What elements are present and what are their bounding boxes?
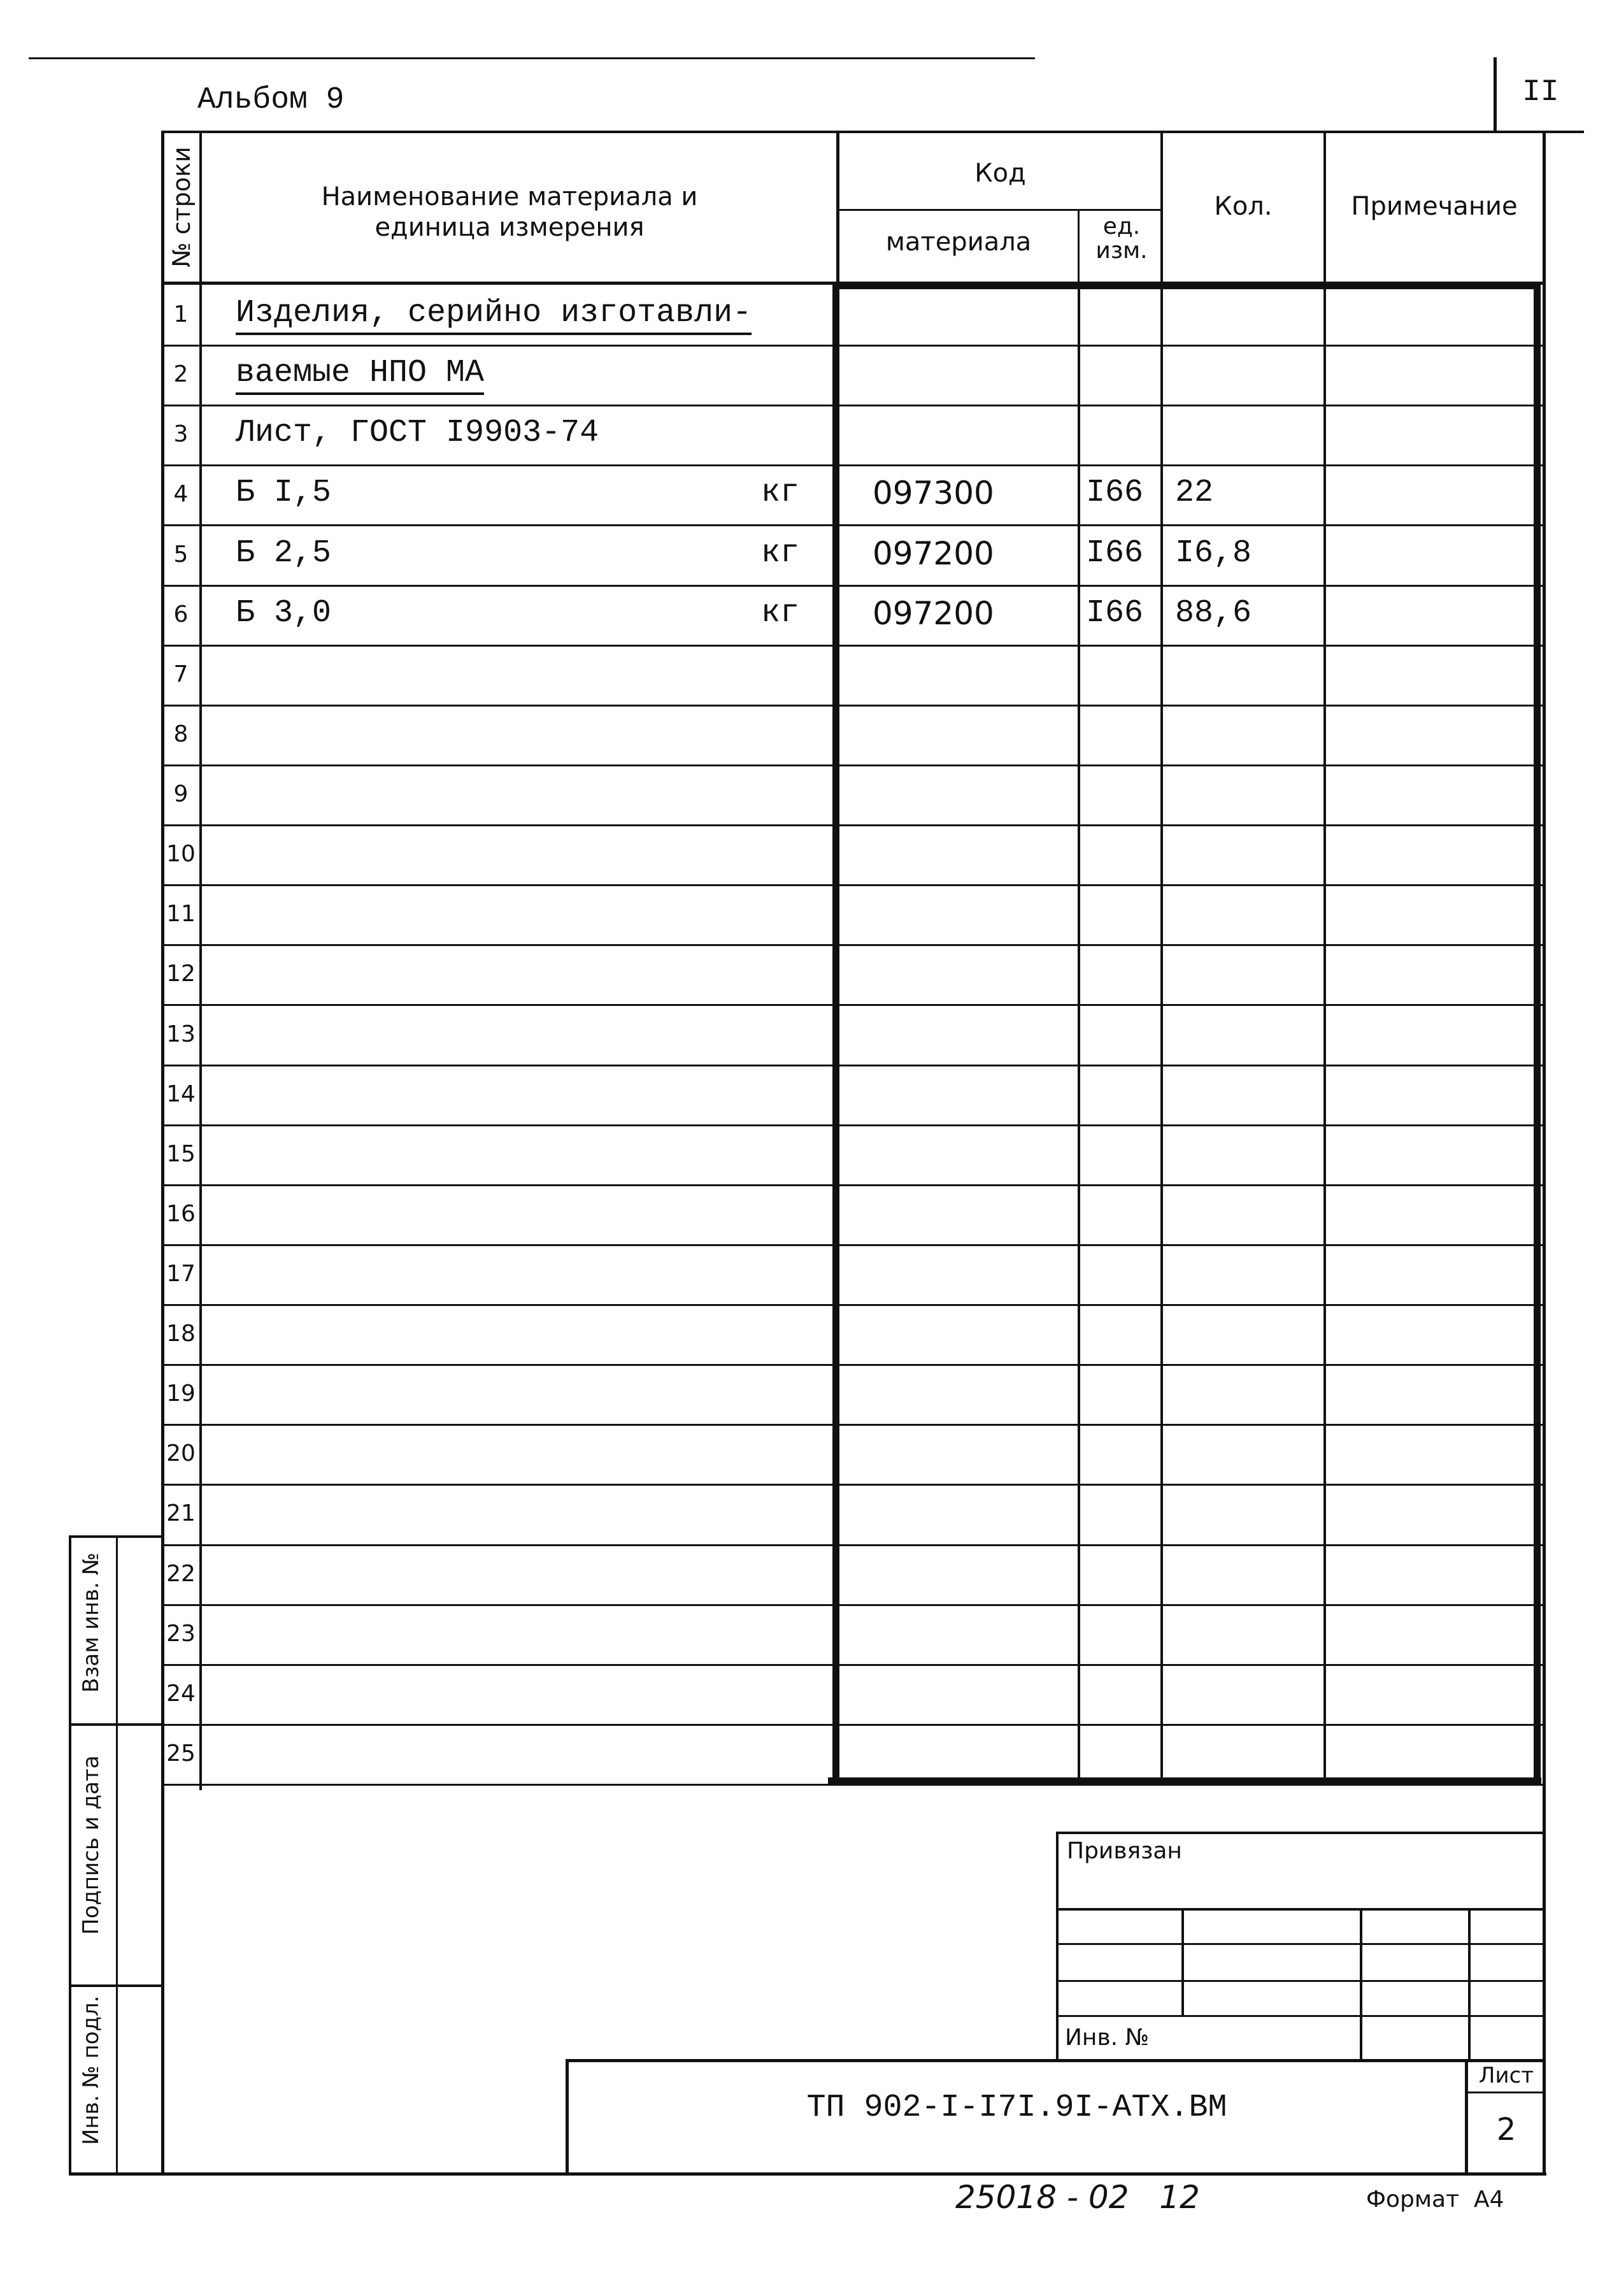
body-thick-left [832, 283, 839, 1784]
row-number: 9 [173, 781, 189, 807]
sheet-number: 2 [1496, 2112, 1516, 2148]
page-number-divider [1494, 57, 1497, 131]
table-right-line [1543, 131, 1546, 2176]
note-col-line [1323, 283, 1326, 1781]
privyazan-col-2 [1360, 1908, 1362, 2061]
row-line [162, 1304, 1544, 1306]
privyazan-grid-4 [1057, 2015, 1544, 2017]
row-number: 6 [173, 601, 189, 628]
privyazan-col-1 [1181, 1908, 1184, 2016]
inv-no-label: Инв. № [1065, 2025, 1150, 2051]
row-unit-code: I66 [1086, 475, 1144, 511]
stamp-left-line [69, 1535, 71, 2176]
privyazan-label: Привязан [1067, 1838, 1182, 1864]
row-number: 8 [173, 721, 189, 747]
row-line [162, 1424, 1544, 1426]
row-number: 14 [166, 1081, 196, 1107]
handwritten-number: 25018 - 02 12 [955, 2179, 1200, 2216]
code-sub-line [836, 209, 1161, 211]
body-thick-right [1534, 283, 1541, 1784]
inv-podl-label: Инв. № подл. [78, 1995, 104, 2145]
rownum-col-line [199, 131, 202, 1790]
sheet-label: Лист [1478, 2063, 1534, 2088]
row-line [162, 705, 1544, 707]
row-number: 13 [166, 1021, 196, 1047]
privyazan-grid-1 [1057, 1908, 1544, 1911]
album-label: Альбом 9 [197, 83, 345, 117]
row-line [162, 944, 1544, 946]
privyazan-top-line [1057, 1832, 1544, 1834]
row-number: 20 [166, 1440, 196, 1467]
row-number: 3 [173, 421, 189, 447]
row-number: 15 [166, 1141, 196, 1167]
row-material-name: Изделия, серийно изготавли- [236, 294, 752, 335]
row-quantity: I6,8 [1175, 535, 1252, 571]
row-material-name: Б 3,0 [236, 595, 332, 631]
row-number: 18 [166, 1321, 196, 1347]
row-line [162, 1065, 1544, 1066]
format-label: Формат А4 [1366, 2186, 1504, 2213]
row-line [162, 1364, 1544, 1366]
row-material-code: 097300 [873, 475, 994, 512]
row-number: 5 [173, 542, 189, 568]
row-unit-text: кг [761, 595, 800, 631]
body-thick-top [832, 283, 1541, 289]
vzam-inv-label: Взам инв. № [78, 1552, 104, 1693]
note-header: Примечание [1351, 192, 1518, 221]
privyazan-grid-2 [1057, 1943, 1544, 1945]
row-number: 7 [173, 661, 189, 687]
row-line [162, 405, 1544, 406]
row-number: 1 [173, 301, 189, 327]
privyazan-grid-3 [1057, 1980, 1544, 1982]
row-number: 21 [166, 1500, 196, 1526]
row-line [162, 1544, 1544, 1546]
row-material-name: Б I,5 [236, 475, 332, 511]
row-line [162, 464, 1544, 466]
row-line [162, 824, 1544, 826]
qty-header: Кол. [1214, 192, 1273, 221]
row-number: 17 [166, 1261, 196, 1287]
row-material-name: Б 2,5 [236, 535, 332, 571]
stamp-mid-line [116, 1535, 118, 2176]
material-code-header: материала [885, 227, 1032, 257]
row-line [162, 1244, 1544, 1246]
row-line [162, 1604, 1544, 1606]
row-number-header: № строки [168, 147, 196, 268]
unit-col-line [1078, 283, 1080, 1781]
top-rule [29, 57, 1035, 59]
row-material-code: 097200 [873, 595, 994, 632]
podpis-data-label: Подпись и дата [78, 1755, 104, 1935]
page-bottom-line [69, 2172, 1546, 2176]
privyazan-col-3 [1468, 1908, 1471, 2061]
row-material-code: 097200 [873, 535, 994, 572]
row-number: 16 [166, 1201, 196, 1227]
row-quantity: 22 [1175, 475, 1214, 511]
row-line [162, 764, 1544, 766]
row-number: 10 [166, 841, 196, 867]
row-line [162, 1184, 1544, 1186]
row-unit-code: I66 [1086, 595, 1144, 631]
row-number: 25 [166, 1740, 196, 1767]
row-unit-text: кг [761, 535, 800, 571]
row-number: 4 [173, 481, 189, 507]
row-line [162, 1724, 1544, 1726]
row-line [162, 345, 1544, 347]
row-line [162, 1484, 1544, 1486]
below-table-line [162, 1784, 1544, 1786]
designation-top-line [567, 2059, 1544, 2062]
page-roman-number: II [1522, 75, 1559, 110]
row-line [162, 1004, 1544, 1006]
row-number: 23 [166, 1621, 196, 1647]
row-line [162, 1664, 1544, 1666]
row-line [162, 645, 1544, 647]
name-header: Наименование материала и единица измерения [321, 182, 698, 242]
code-header: Код [974, 159, 1026, 188]
document-designation: ТП 902-I-I7I.9I-АТХ.ВМ [806, 2090, 1227, 2126]
row-quantity: 88,6 [1175, 595, 1252, 631]
row-number: 24 [166, 1681, 196, 1707]
row-line [162, 1124, 1544, 1126]
row-line [162, 585, 1544, 587]
sheet-label-line [1465, 2092, 1544, 2093]
row-unit-text: кг [761, 475, 800, 511]
unit-col-line-hdr [1078, 209, 1080, 283]
row-unit-code: I66 [1086, 535, 1144, 571]
unit-code-header: ед. изм. [1095, 213, 1148, 264]
row-material-name: ваемые НПО МА [236, 354, 484, 395]
privyazan-left-line [1056, 1832, 1059, 2061]
code-col-left-line [836, 131, 839, 283]
qty-col-line [1160, 283, 1163, 1781]
row-material-name: Лист, ГОСТ I9903-74 [236, 415, 599, 451]
row-number: 2 [173, 361, 189, 387]
row-line [162, 524, 1544, 526]
row-number: 22 [166, 1561, 196, 1587]
row-number: 19 [166, 1381, 196, 1407]
row-number: 12 [166, 961, 196, 987]
row-line [162, 884, 1544, 886]
row-number: 11 [166, 901, 196, 927]
table-top-line [162, 131, 1584, 133]
